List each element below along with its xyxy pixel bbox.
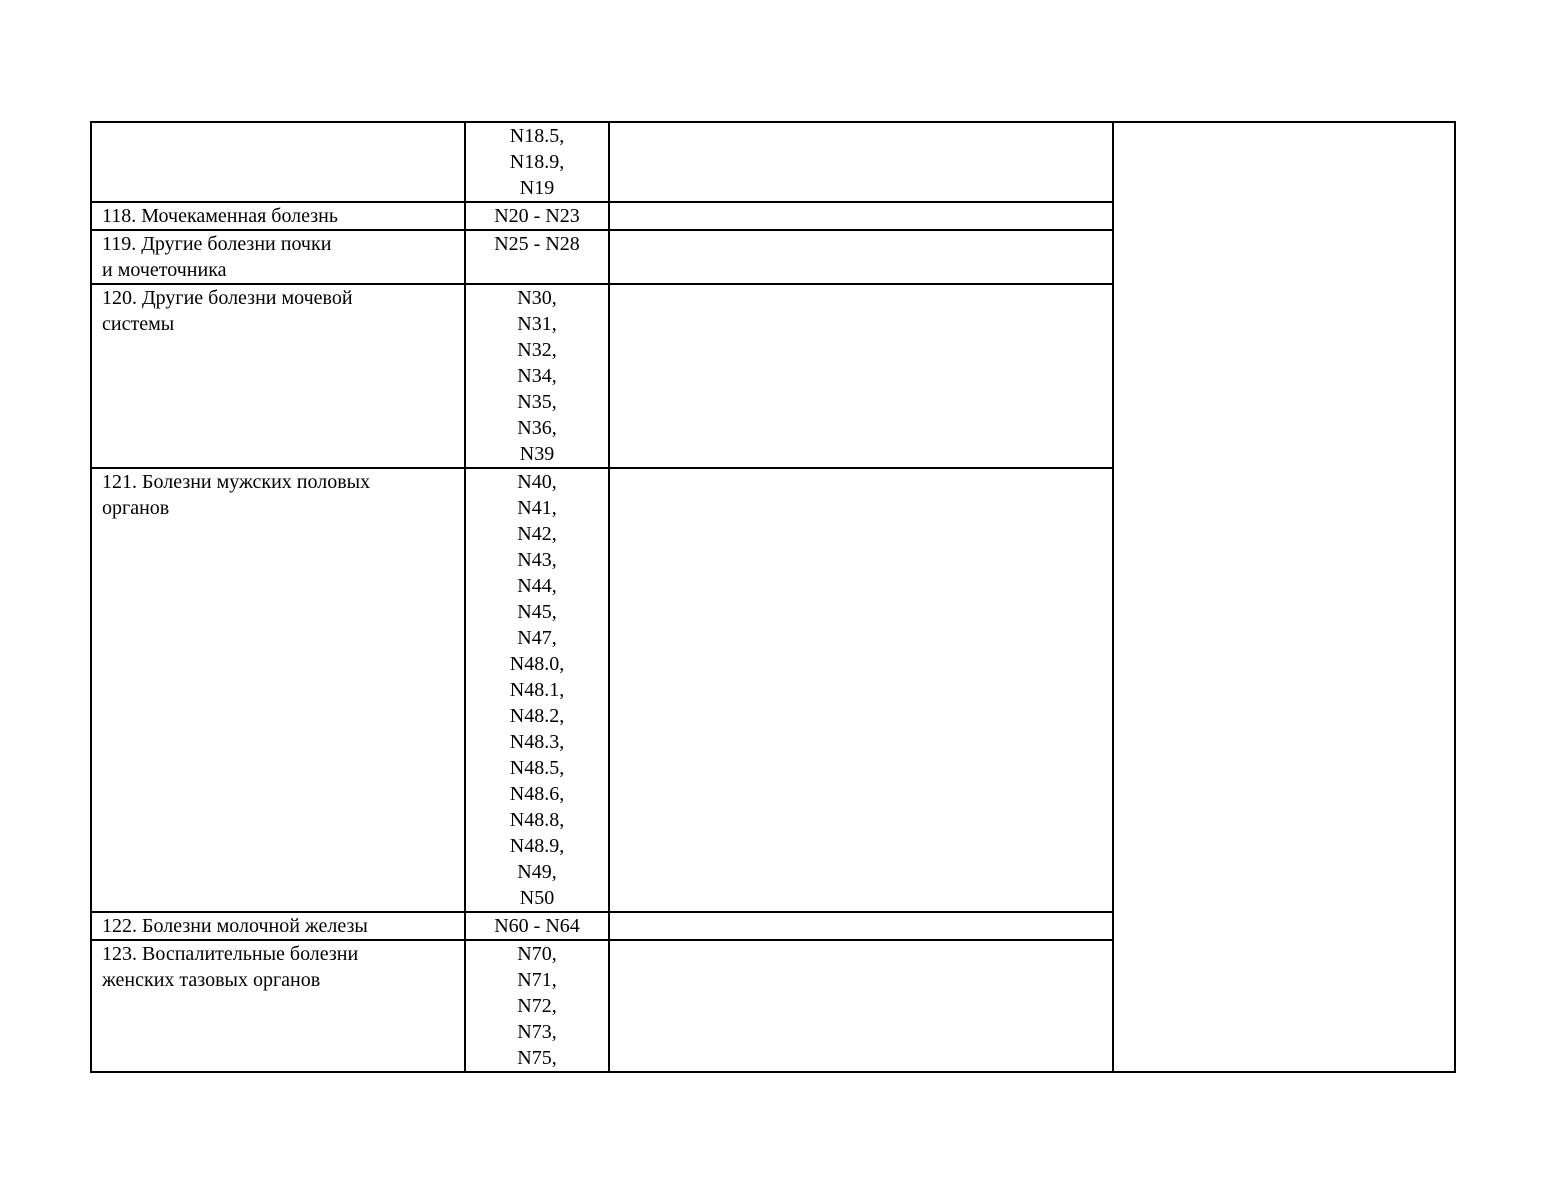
- icd-code: N60 - N64: [494, 915, 580, 937]
- icd-code: N48.8,: [509, 809, 565, 831]
- empty-cell: [609, 202, 1113, 230]
- disease-name-line: органов: [102, 497, 170, 519]
- icd-code: N18.9,: [509, 151, 565, 173]
- empty-cell: [609, 122, 1113, 202]
- empty-cell: [609, 940, 1113, 1072]
- icd-codes-cell: [465, 122, 609, 202]
- icd-code: N48.1,: [509, 679, 565, 701]
- icd-code: N35,: [517, 391, 557, 413]
- empty-cell: [609, 284, 1113, 468]
- disease-name-cell: [91, 912, 465, 940]
- disease-name-line: 121. Болезни мужских половых: [102, 471, 371, 493]
- icd-code: N42,: [517, 523, 557, 545]
- icd-code: N47,: [517, 627, 557, 649]
- disease-code-table: [90, 121, 1456, 1073]
- icd-code: N48.5,: [509, 757, 565, 779]
- icd-code: N72,: [517, 995, 557, 1017]
- icd-code: N25 - N28: [494, 233, 580, 255]
- icd-code: N30,: [517, 287, 557, 309]
- icd-code: N50: [519, 887, 555, 909]
- disease-name-cell: [91, 284, 465, 468]
- icd-code: N48.6,: [509, 783, 565, 805]
- icd-code: N31,: [517, 313, 557, 335]
- disease-name-line: 123. Воспалительные болезни: [102, 943, 359, 965]
- icd-code: N20 - N23: [494, 205, 580, 227]
- merged-right-cell: [1113, 122, 1455, 1072]
- disease-name-line: 119. Другие болезни почки: [102, 233, 332, 255]
- icd-code: N39: [519, 443, 555, 465]
- disease-name-cell: [91, 122, 465, 202]
- icd-codes-cell: [465, 202, 609, 230]
- disease-name-line: системы: [102, 313, 175, 335]
- table-row: [91, 122, 1455, 202]
- disease-name-line: и мочеточника: [102, 259, 227, 281]
- disease-name-line: 122. Болезни молочной железы: [102, 915, 368, 937]
- disease-name-line: 118. Мочекаменная болезнь: [102, 205, 339, 227]
- disease-name-line: женских тазовых органов: [102, 969, 321, 991]
- icd-code: N36,: [517, 417, 557, 439]
- icd-code: N19: [519, 177, 555, 199]
- empty-cell: [609, 230, 1113, 284]
- icd-code: N32,: [517, 339, 557, 361]
- disease-name-cell: [91, 230, 465, 284]
- icd-code: N73,: [517, 1021, 557, 1043]
- disease-name-cell: [91, 202, 465, 230]
- icd-code: N70,: [517, 943, 557, 965]
- icd-codes-cell: [465, 912, 609, 940]
- icd-code: N48.2,: [509, 705, 565, 727]
- empty-cell: [609, 912, 1113, 940]
- icd-code: N43,: [517, 549, 557, 571]
- icd-code: N40,: [517, 471, 557, 493]
- table-body: [91, 122, 1455, 1072]
- icd-codes-cell: [465, 468, 609, 912]
- icd-code: N45,: [517, 601, 557, 623]
- icd-code: N75,: [517, 1047, 557, 1069]
- icd-codes-cell: [465, 284, 609, 468]
- icd-code: N34,: [517, 365, 557, 387]
- icd-code: N44,: [517, 575, 557, 597]
- icd-code: N71,: [517, 969, 557, 991]
- icd-code: N48.9,: [509, 835, 565, 857]
- icd-codes-cell: [465, 940, 609, 1072]
- disease-name-line: 120. Другие болезни мочевой: [102, 287, 353, 309]
- disease-name-cell: [91, 468, 465, 912]
- icd-code: N48.0,: [509, 653, 565, 675]
- icd-codes-cell: [465, 230, 609, 284]
- disease-name-cell: [91, 940, 465, 1072]
- icd-code: N41,: [517, 497, 557, 519]
- icd-code: N48.3,: [509, 731, 565, 753]
- empty-cell: [609, 468, 1113, 912]
- icd-code: N49,: [517, 861, 557, 883]
- icd-code: N18.5,: [509, 125, 565, 147]
